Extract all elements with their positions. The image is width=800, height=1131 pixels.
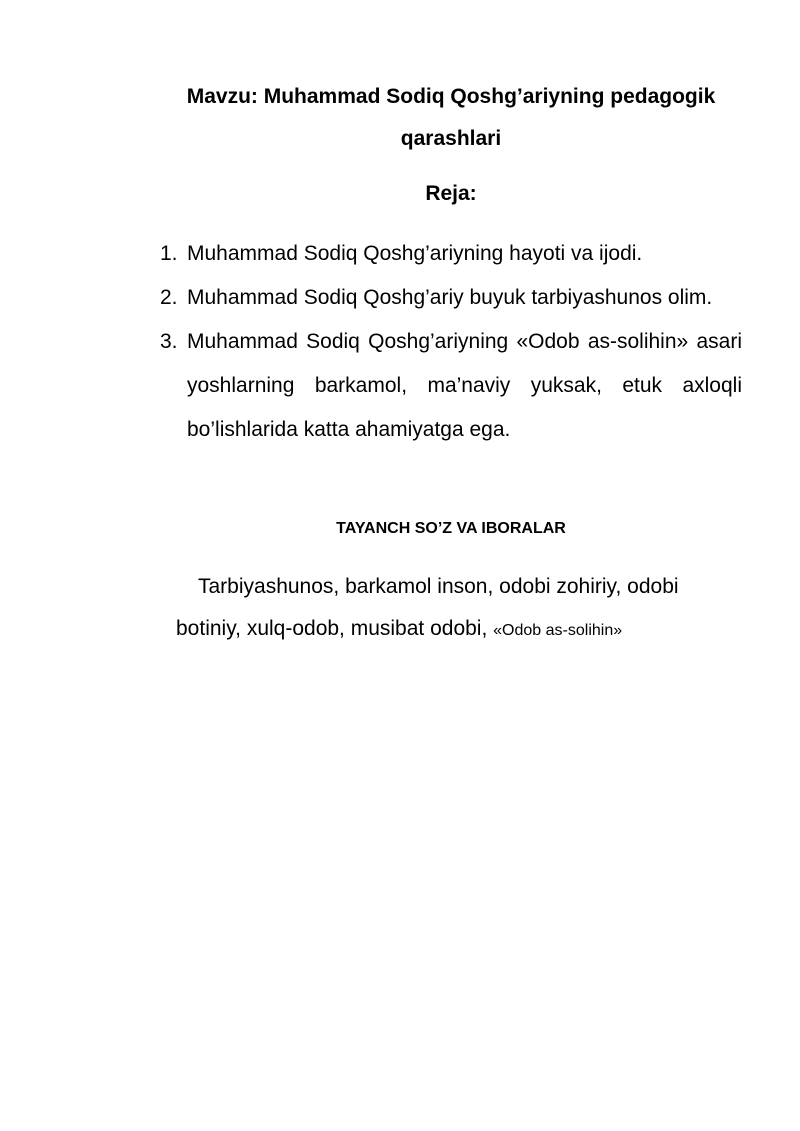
plan-item-number: 1. (160, 242, 178, 265)
plan-item-1 (160, 232, 742, 276)
plan-item-number: 2. (160, 286, 178, 309)
keywords-heading: TAYANCH SO’Z VA IBORALAR (336, 520, 566, 537)
plan-heading: Reja: (425, 182, 477, 205)
plan-item-text: Muhammad Sodiq Qoshg’ariyning hayoti va ijodi. (187, 242, 643, 265)
keywords-book-title: «Odob as-solihin» (493, 622, 623, 639)
plan-item-text: Muhammad Sodiq Qoshg’ariy buyuk tarbiyashunos olim. (187, 286, 713, 309)
keywords-paragraph (176, 566, 736, 652)
plan-list (160, 232, 742, 452)
plan-item-number: 3. (160, 330, 178, 353)
plan-item-2 (160, 276, 742, 320)
plan-item-3 (160, 320, 742, 452)
document-title: Mavzu: Muhammad Sodiq Qoshg’ariyning pedagogik qarashlari (186, 85, 716, 150)
keywords-text: Tarbiyashunos, barkamol inson, odobi zohiriy, odobi botiniy, xulq-odob, musibat odobi, (176, 575, 679, 640)
plan-item-text: Muhammad Sodiq Qoshg’ariyning «Odob as-solihin» asari yoshlarning barkamol, ma’naviy yuksak, etuk axloqli bo’lishlarida katta ahamiyatga ega. (187, 330, 742, 441)
